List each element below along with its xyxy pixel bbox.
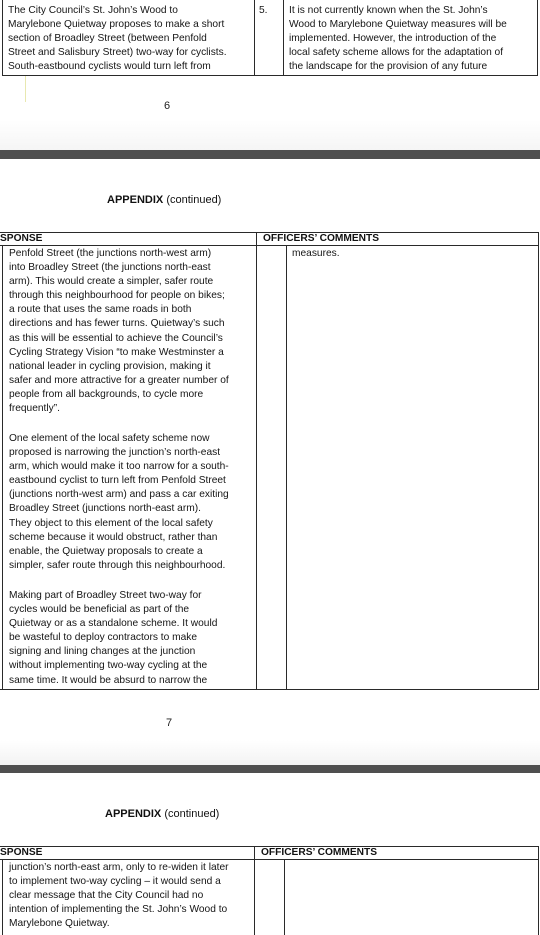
scan-shadow [0, 120, 540, 150]
table-border-left [2, 245, 3, 690]
page-number: 6 [164, 100, 171, 112]
appendix-heading [105, 808, 219, 820]
column-header-officers: OFFICERS’ COMMENTS [263, 233, 380, 244]
column-header-officers: OFFICERS’ COMMENTS [261, 847, 378, 858]
table-border-left [2, 859, 3, 935]
table-divider-number [284, 859, 285, 935]
table-divider-comments [283, 0, 284, 75]
table-border-left [2, 0, 3, 75]
response-paragraph-2: One element of the local safety scheme now proposed is narrowing the junction’s north-east arm, which would make it too narrow for a south- eastbound cyclist to turn left from Penfold Street (junctions north-west arm) and pass a car exiting Broadley Street (junctions north-east arm). They object to this element of the local safety scheme because it would obstruct, rather than enable, the Quietway proposals to create a simpler, safer route through this neighbourhood. [9, 433, 229, 571]
officers-comment-text: It is not currently known when the St. John’s Wood to Marylebone Quietway measures will be implemented. However, the introduction of the local safety scheme allows for the adaptation of the landscape for the provision of any future [289, 5, 507, 73]
scan-mark [25, 76, 26, 102]
table-divider-number [286, 245, 287, 690]
column-header-response: SPONSE [0, 847, 43, 858]
response-cell-text: The City Council’s St. John’s Wood to Marylebone Quietway proposes to make a short section of Broadley Street (between Penfold Street and Salisbury Street) two-way for cyclists. South-eastbound cyclists would turn left from [8, 5, 227, 73]
appendix-suffix: (continued) [164, 808, 220, 820]
officers-comment-text: measures. [292, 248, 340, 259]
appendix-suffix: (continued) [166, 194, 222, 206]
appendix-title: APPENDIX [105, 808, 162, 820]
appendix-heading [107, 194, 221, 206]
response-cell-text: junction’s north-east arm, only to re-widen it later to implement two-way cycling – it would send a clear message that the City Council had no intention of implementing the St. John’s Wood to Marylebone Quietway. [9, 862, 229, 930]
row-number: 5. [259, 5, 268, 16]
table-header-border [0, 245, 539, 246]
page-separator [0, 765, 540, 773]
table-border-right [537, 0, 538, 75]
table-header-border [0, 859, 539, 860]
column-header-response: SPONSE [0, 233, 43, 244]
table-divider-number [254, 0, 255, 75]
table-bottom-border [2, 75, 538, 76]
appendix-title: APPENDIX [107, 194, 164, 206]
response-paragraph-1: Penfold Street (the junctions north-west arm) into Broadley Street (the junctions north-east arm). This would create a simpler, safer route through this neighbourhood for people on bikes; a route that uses the same roads in both directions and has fewer turns. Quietway’s such as this will be essential to achieve the Council’s Cycling Strategy Vision “to make Westminster a national leader in cycling provision, making it safer and more attractive for a greater number of people from all backgrounds, to cycle more frequently”. [9, 248, 229, 415]
table-divider-response [254, 846, 255, 935]
table-divider-response [256, 232, 257, 690]
scan-shadow [0, 740, 540, 765]
table-border-right [538, 846, 539, 935]
page-separator [0, 150, 540, 159]
response-paragraph-3: Making part of Broadley Street two-way for cycles would be beneficial as part of the Quietway or as a standalone scheme. It would be wasteful to deploy contractors to make signing and lining changes at the junction without implementing two-way cycling at the same time. It would be absurd to narrow the [9, 590, 218, 686]
page-number: 7 [166, 717, 173, 729]
table-border-right [538, 232, 539, 690]
table-bottom-border [0, 689, 539, 690]
